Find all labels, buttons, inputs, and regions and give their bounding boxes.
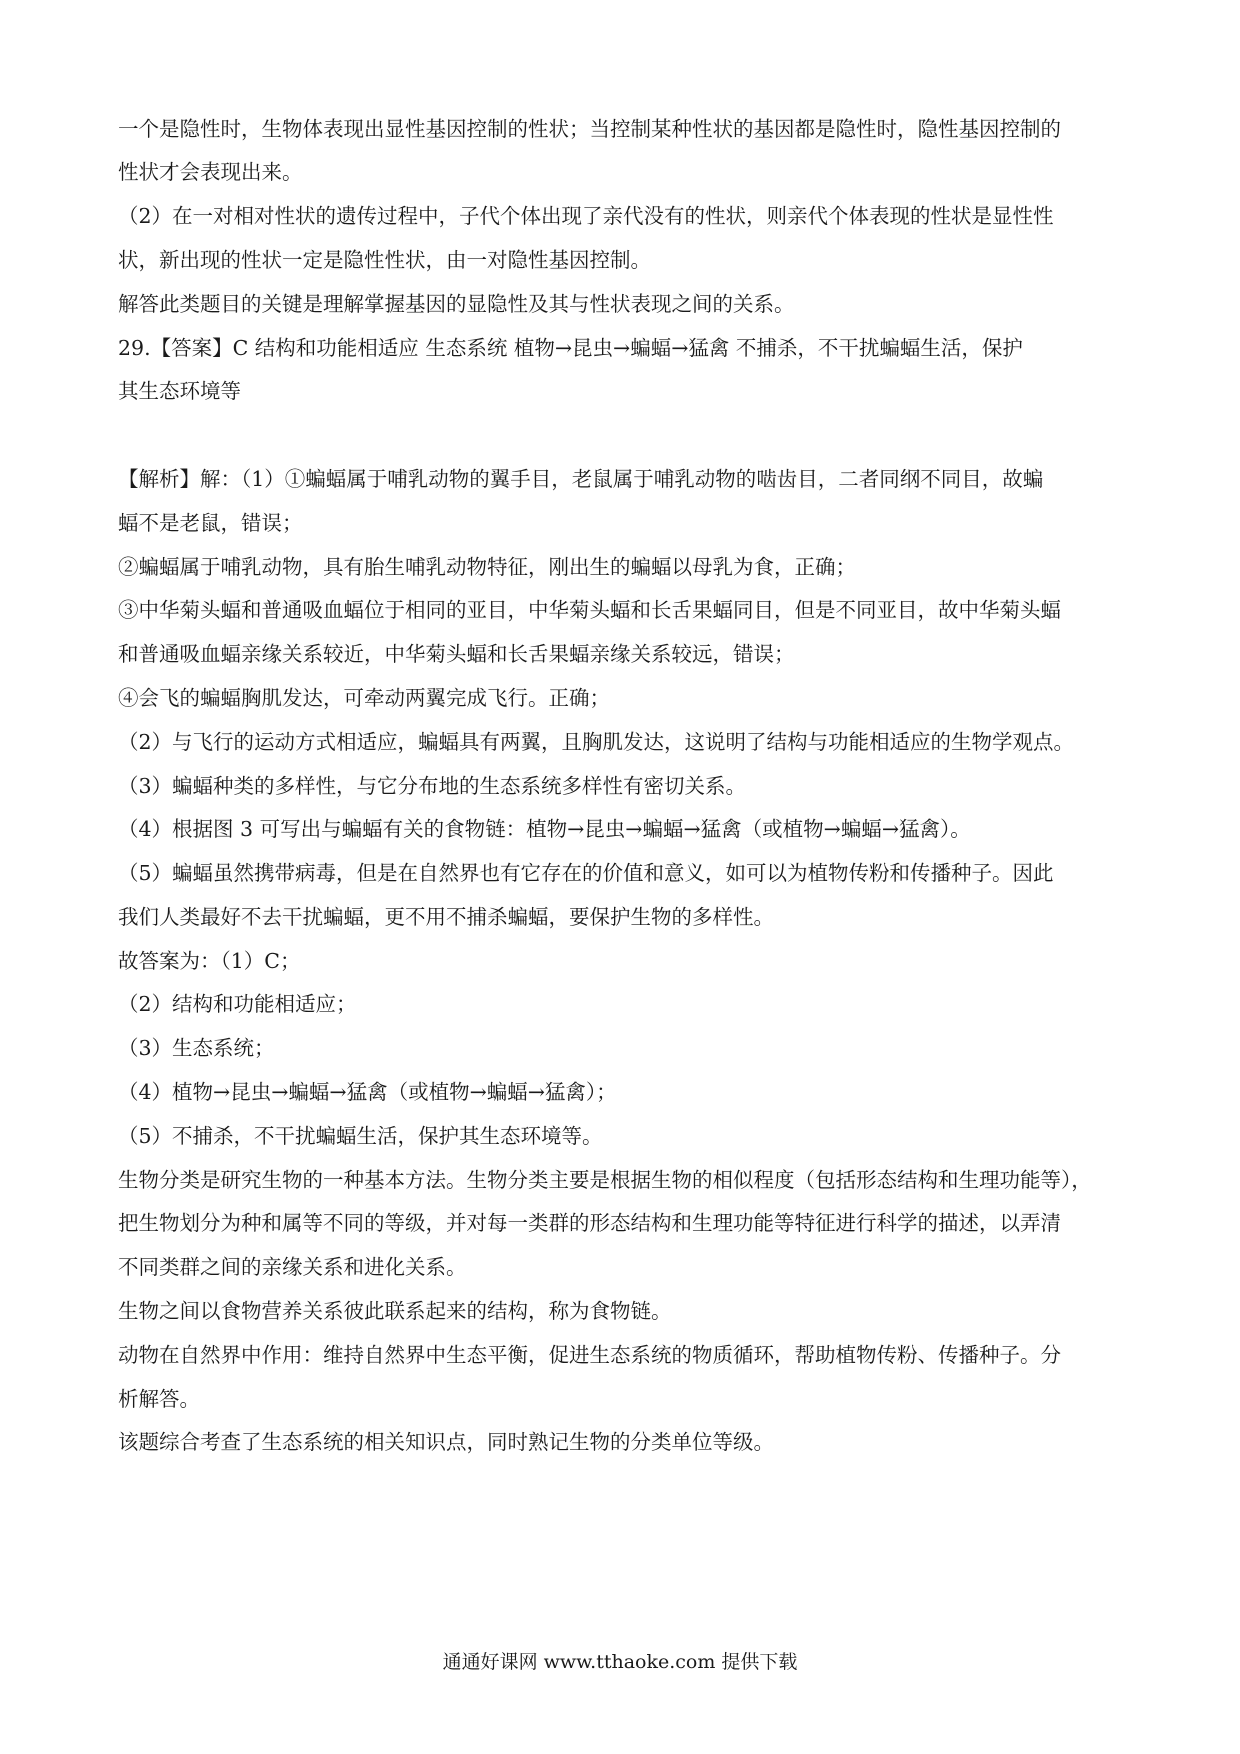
text-line: 动物在自然界中作用：维持自然界中生态平衡，促进生态系统的物质循环，帮助植物传粉、传播种子。分: [118, 1343, 1061, 1367]
text-line: 和普通吸血蝠亲缘关系较近，中华菊头蝠和长舌果蝠亲缘关系较远，错误；: [118, 642, 795, 666]
text-line: ③中华菊头蝠和普通吸血蝠位于相同的亚目，中华菊头蝠和长舌果蝠同目，但是不同亚目，故中华菊头蝠: [118, 598, 1061, 622]
text-line: 生物之间以食物营养关系彼此联系起来的结构，称为食物链。: [118, 1299, 672, 1323]
text-line: 状，新出现的性状一定是隐性性状，由一对隐性基因控制。: [118, 248, 651, 272]
text-line: 我们人类最好不去干扰蝙蝠，更不用不捕杀蝙蝠，要保护生物的多样性。: [118, 905, 774, 929]
text-line: 把生物划分为种和属等不同的等级，并对每一类群的形态结构和生理功能等特征进行科学的描述，以弄清: [118, 1211, 1061, 1235]
text-line: （3）蝙蝠种类的多样性，与它分布地的生态系统多样性有密切关系。: [118, 774, 747, 798]
text-line: （2）与飞行的运动方式相适应，蝙蝠具有两翼，且胸肌发达，这说明了结构与功能相适应的生物学观点。: [118, 730, 1075, 754]
text-line: （4）植物→昆虫→蝙蝠→猛禽（或植物→蝙蝠→猛禽）；: [118, 1080, 617, 1104]
analysis-line: 【解析】解：（1）①蝙蝠属于哺乳动物的翼手目，老鼠属于哺乳动物的啮齿目，二者同纲不同目，故蝙: [118, 467, 1044, 491]
text-line: 一个是隐性时，生物体表现出显性基因控制的性状；当控制某种性状的基因都是隐性时，隐性基因控制的: [118, 117, 1061, 141]
text-line: 解答此类题目的关键是理解掌握基因的显隐性及其与性状表现之间的关系。: [118, 292, 795, 316]
text-line: 蝠不是老鼠，错误；: [118, 511, 303, 535]
text-line: （4）根据图 3 可写出与蝙蝠有关的食物链：植物→昆虫→蝙蝠→猛禽（或植物→蝙蝠→猛禽）。: [118, 817, 971, 841]
text-line: ④会飞的蝙蝠胸肌发达，可牵动两翼完成飞行。正确；: [118, 686, 610, 710]
text-line: ②蝙蝠属于哺乳动物，具有胎生哺乳动物特征，刚出生的蝙蝠以母乳为食，正确；: [118, 555, 856, 579]
text-line: （5）不捕杀，不干扰蝙蝠生活，保护其生态环境等。: [118, 1124, 603, 1148]
text-line: 故答案为：（1）C；: [118, 949, 301, 973]
text-line: 性状才会表现出来。: [118, 160, 303, 184]
text-line: 该题综合考查了生态系统的相关知识点，同时熟记生物的分类单位等级。: [118, 1430, 774, 1454]
text-line: （2）结构和功能相适应；: [118, 992, 357, 1016]
answer-line: 29.【答案】C 结构和功能相适应 生态系统 植物→昆虫→蝙蝠→猛禽 不捕杀，不干扰蝙蝠生活，保护: [118, 336, 1023, 360]
text-line: 不同类群之间的亲缘关系和进化关系。: [118, 1255, 467, 1279]
text-line: （5）蝙蝠虽然携带病毒，但是在自然界也有它存在的价值和意义，如可以为植物传粉和传播种子。因此: [118, 861, 1054, 885]
text-line: 生物分类是研究生物的一种基本方法。生物分类主要是根据生物的相似程度（包括形态结构和生理功能等），: [118, 1168, 1092, 1192]
text-line: 其生态环境等: [118, 379, 241, 403]
text-line: 析解答。: [118, 1387, 200, 1411]
text-line: （3）生态系统；: [118, 1036, 275, 1060]
page-footer: 通通好课网 www.tthaoke.com 提供下载: [442, 1651, 798, 1673]
text-line: （2）在一对相对性状的遗传过程中，子代个体出现了亲代没有的性状，则亲代个体表现的性状是显性性: [118, 204, 1054, 228]
